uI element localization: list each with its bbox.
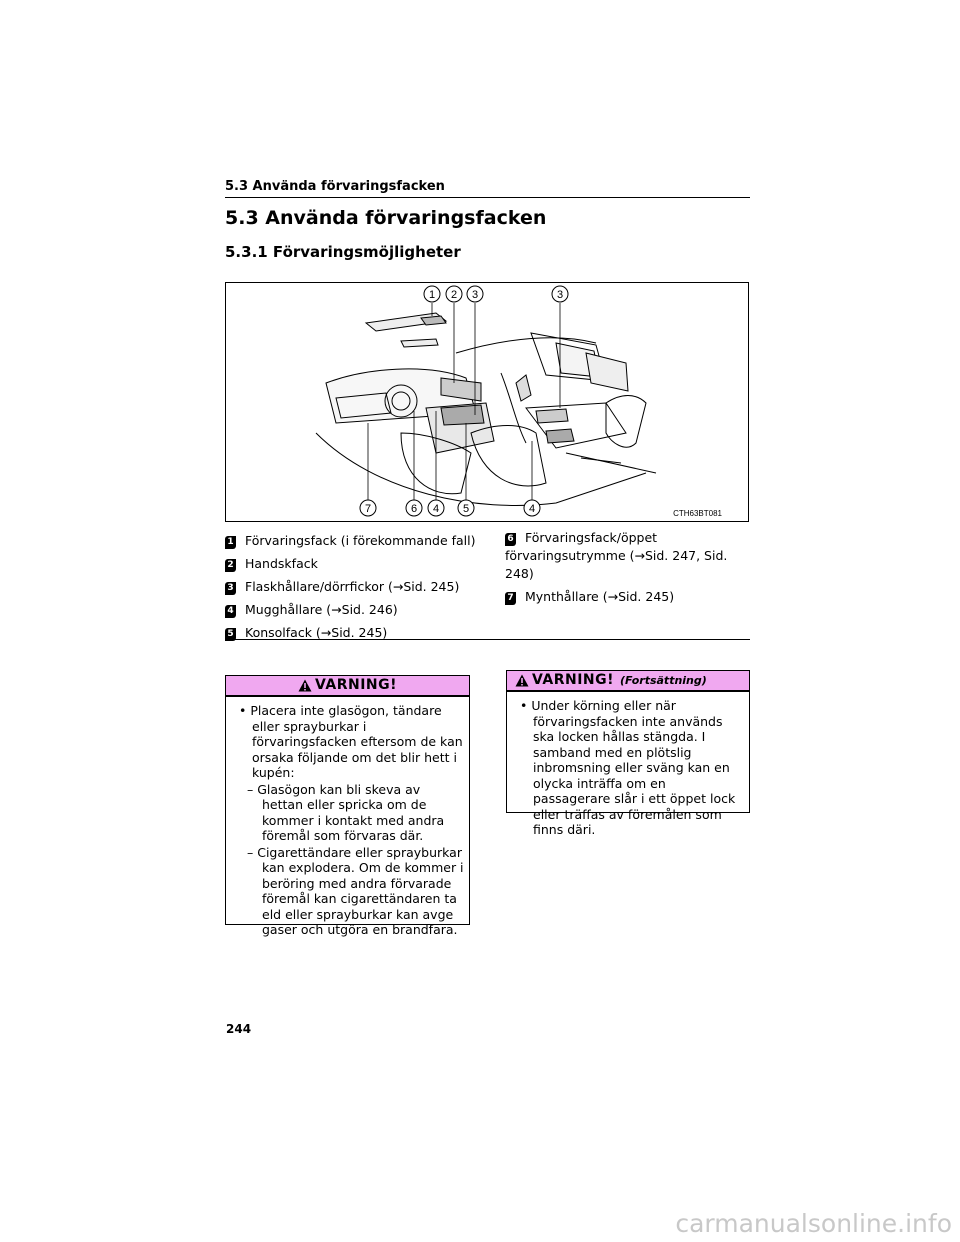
callout-top-4: 3: [556, 289, 564, 301]
section-title: 5.3 Använda förvaringsfacken: [225, 207, 547, 229]
legend-right: [505, 529, 755, 611]
warning-bullet: • Placera inte glasögon, tändare eller sprayburkar i förvaringsfacken eftersom de kan orsaka följande om det blir hett i kupén:: [239, 703, 463, 780]
legend-text: Förvaringsfack (i förekommande fall): [245, 533, 476, 548]
callout-bottom-2: 6: [410, 503, 418, 515]
number-badge: 4: [225, 605, 236, 618]
warning-bullet-text: Placera inte glasögon, tändare eller sprayburkar i förvaringsfacken eftersom de kan orsaka följande om det blir hett i kupén:: [250, 703, 463, 780]
number-badge: 5: [225, 628, 236, 641]
warning-bullet: • Under körning eller när förvaringsfacken inte används ska locken hållas stängda. I samband med en plötslig inbromsning eller sväng kan en olycka inträffa om en passagerare slår i ett öppet lock eller träffas av föremålen som finns däri.: [520, 698, 736, 837]
legend-item: [505, 588, 755, 606]
warning-title: VARNING!: [314, 676, 398, 693]
warning-bullet-text: Under körning eller när förvaringsfacken inte används ska locken hållas stängda. I samband med en plötslig inbromsning eller sväng kan en olycka inträffa om en passagerare slår i ett öppet lock eller träffas av föremålen som finns däri.: [531, 698, 736, 837]
legend-item: [505, 529, 755, 583]
callout-top-3: 3: [471, 289, 479, 301]
callout-top-2: 2: [450, 289, 458, 301]
callout-bottom-1: 7: [364, 503, 372, 515]
callout-bottom-3: 4: [432, 503, 440, 515]
legend-text: Konsolfack (→Sid. 245): [245, 625, 388, 640]
number-badge: 7: [505, 592, 516, 605]
warning-box: [225, 675, 470, 937]
warning-dash-item: – Glasögon kan bli skeva av hettan eller spricka om de kommer i kontakt med andra föremål som förvaras där.: [247, 781, 445, 843]
callout-bottom-4: 5: [462, 503, 470, 515]
callout-top-1: 1: [428, 289, 436, 301]
legend-item: [225, 552, 495, 575]
number-badge: 3: [225, 582, 236, 595]
warning-dash-item: – Cigarettändare eller sprayburkar kan explodera. Om de kommer i beröring med andra förvarade föremål kan cigarettändaren ta eld eller sprayburkar kan avge gaser och utgöra en brandfara.: [247, 844, 464, 937]
page-number: 244: [226, 1022, 252, 1036]
figure-code: CTH63BT081: [673, 509, 722, 518]
warning-continuation: (Fortsättning): [620, 673, 707, 687]
legend-text: Mynthållare (→Sid. 245): [525, 589, 675, 604]
warning-body: [507, 692, 749, 838]
legend-item: [225, 598, 495, 621]
legend-text: Förvaringsfack/öppet förvaringsutrymme (→Sid. 247, Sid. 248): [505, 530, 728, 581]
watermark: carmanualsonline.info: [675, 1209, 952, 1238]
legend-text: Mugghållare (→Sid. 246): [245, 602, 398, 617]
car-interior-drawing: [226, 283, 748, 521]
number-badge: 2: [225, 559, 236, 572]
legend-left: [225, 529, 495, 644]
separator-line: [225, 639, 750, 640]
running-header: 5.3 Använda förvaringsfacken: [225, 179, 750, 198]
subsection-title: 5.3.1 Förvaringsmöjligheter: [225, 243, 461, 261]
warning-triangle-icon: [515, 674, 529, 687]
callout-bottom-5: 4: [528, 503, 536, 515]
warning-title: VARNING!: [532, 671, 615, 688]
warning-header: [226, 676, 469, 697]
warning-header: [507, 671, 749, 692]
legend-item: [225, 621, 495, 644]
legend-text: Handskfack: [245, 556, 318, 571]
legend-item: [225, 529, 495, 552]
warning-body: [226, 697, 469, 938]
number-badge: 1: [225, 536, 236, 549]
legend-text: Flaskhållare/dörrfickor (→Sid. 245): [245, 579, 460, 594]
number-badge: 6: [505, 533, 516, 546]
warning-box-continued: [506, 670, 750, 837]
interior-illustration: [225, 282, 749, 522]
warning-triangle-icon: [298, 679, 312, 692]
legend-item: [225, 575, 495, 598]
